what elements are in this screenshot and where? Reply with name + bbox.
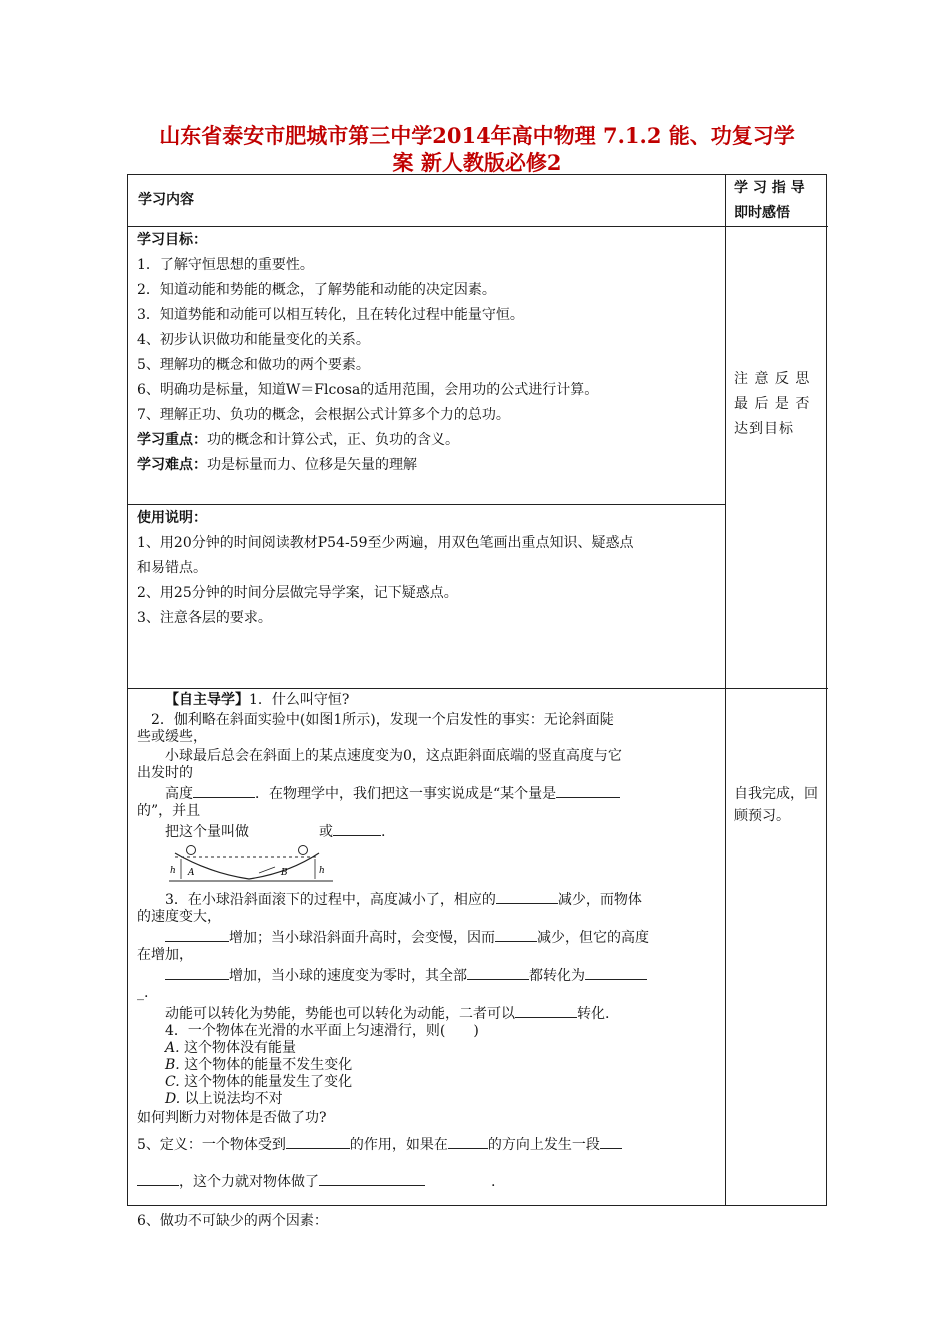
q2-text: ．在物理学中，我们把这一事实说成是“某个量是 xyxy=(255,786,557,802)
key-point-text: 功的概念和计算公式，正、负功的含义。 xyxy=(207,432,459,448)
q2-text: . xyxy=(381,824,386,840)
usage-line: 和易错点。 xyxy=(137,560,207,576)
q2-line xyxy=(137,822,722,841)
option-text: 这个物体的能量不发生变化 xyxy=(184,1057,353,1073)
header-content-label: 学习内容 xyxy=(138,192,194,208)
q2-line: 些或缓些， xyxy=(137,729,207,745)
q5-text: 的方向上发生一段 xyxy=(487,1137,600,1153)
fig-label-b: B xyxy=(281,868,288,878)
q5-text: 的作用，如果在 xyxy=(349,1137,448,1153)
goal-item: 4、初步认识做功和能量变化的关系。 xyxy=(137,332,370,348)
usage-line: 3、注意各层的要求。 xyxy=(137,610,272,626)
q3-line: 的速度变大， xyxy=(137,909,221,925)
q2-text: 或 xyxy=(319,824,333,840)
q3-text: 减少，而物体 xyxy=(557,892,642,908)
goal-item: 6、明确功是标量，知道W＝Flcosa的适用范围，会用功的公式进行计算。 xyxy=(137,382,599,398)
q5-line xyxy=(137,1172,722,1191)
title-line-1: 山东省泰安市肥城市第三中学2014年高中物理 7.1.2 能、功复习学 xyxy=(159,123,795,148)
motion-arrow xyxy=(259,867,275,873)
q2-line: 的”，并且 xyxy=(137,803,201,819)
guided-study xyxy=(137,692,722,1230)
study-table xyxy=(127,174,827,1229)
goal-item: 5、理解功的概念和做功的两个要素。 xyxy=(137,357,370,373)
q2-line xyxy=(137,784,722,803)
option-letter: A. xyxy=(165,1040,180,1056)
q3-line xyxy=(137,1004,722,1023)
answer-blank[interactable] xyxy=(448,1135,488,1149)
q5-text: 5、定义：一个物体受到 xyxy=(137,1137,286,1153)
q3-line: _. xyxy=(137,985,149,1001)
q3-line: 在增加， xyxy=(137,947,193,963)
q5-text: ，这个力就对物体做了 xyxy=(179,1174,319,1190)
answer-blank[interactable] xyxy=(165,928,229,942)
goals-heading: 学习目标： xyxy=(137,232,207,248)
learning-goals xyxy=(137,228,722,478)
option-letter: B. xyxy=(165,1057,180,1073)
q1-text: 1．什么叫守恒? xyxy=(249,692,350,708)
option-letter: C. xyxy=(165,1074,180,1090)
ball-end xyxy=(299,846,308,855)
answer-blank[interactable] xyxy=(600,1135,622,1149)
fig-label-h-left: h xyxy=(170,866,176,876)
q3-text: 增加；当小球沿斜面升高时，会变慢，因而 xyxy=(229,930,495,946)
q3-text: 减少，但它的高度 xyxy=(537,930,649,946)
option-d xyxy=(137,1091,722,1108)
goals-side-note: 注 意 反 思 最 后 是 否 达到目标 xyxy=(734,371,811,437)
answer-blank[interactable] xyxy=(556,784,620,798)
answer-blank[interactable] xyxy=(286,1135,350,1149)
option-letter: D. xyxy=(165,1091,181,1107)
column-divider xyxy=(725,175,726,1205)
incline-figure xyxy=(169,843,722,888)
q5-text: . xyxy=(491,1174,496,1190)
goal-item: 1．了解守恒思想的重要性。 xyxy=(137,257,314,273)
option-text: 这个物体没有能量 xyxy=(184,1040,297,1056)
answer-blank[interactable] xyxy=(137,1172,179,1186)
goal-item: 3．知道势能和动能可以相互转化，且在转化过程中能量守恒。 xyxy=(137,307,524,323)
key-point-label: 学习重点： xyxy=(137,432,207,448)
difficulty-label: 学习难点： xyxy=(137,457,207,473)
q2-line: 小球最后总会在斜面上的某点速度变为0，这点距斜面底端的竖直高度与它 xyxy=(165,748,622,764)
q2-line: 出发时的 xyxy=(137,765,193,781)
option-text: 这个物体的能量发生了变化 xyxy=(184,1074,353,1090)
answer-blank[interactable] xyxy=(319,1172,425,1186)
row-divider-usage xyxy=(128,688,828,689)
guide-side-note: 自我完成，回顾预习。 xyxy=(734,786,818,824)
usage-line: 2、用25分钟的时间分层做完导学案，记下疑惑点。 xyxy=(137,585,458,601)
q2-text: 把这个量叫做 xyxy=(165,824,249,840)
ball-start xyxy=(187,846,196,855)
guide-heading: 【自主导学】 xyxy=(165,692,249,708)
answer-blank[interactable] xyxy=(193,784,255,798)
goal-item: 7、理解正功、负功的概念，会根据公式计算多个力的总功。 xyxy=(137,407,510,423)
q6-line: 6、做功不可缺少的两个因素： xyxy=(137,1213,328,1229)
option-text: 以上说法均不对 xyxy=(184,1091,283,1107)
judge-line: 如何判断力对物体是否做了功? xyxy=(137,1110,327,1126)
title-line-2: 案 新人教版必修2 xyxy=(392,150,562,175)
option-a xyxy=(137,1040,722,1057)
q4-line: 4．一个物体在光滑的水平面上匀速滑行，则( ) xyxy=(165,1023,479,1039)
q3-text: 动能可以转化为势能，势能也可以转化为动能，二者可以 xyxy=(165,1006,515,1022)
q3-line xyxy=(137,890,722,909)
q5-line xyxy=(137,1135,722,1154)
q3-text: 增加，当小球的速度变为零时，其全部 xyxy=(229,968,467,984)
document-title xyxy=(128,122,826,176)
answer-blank[interactable] xyxy=(467,966,529,980)
motion-arrow xyxy=(199,865,215,871)
answer-blank[interactable] xyxy=(515,1004,577,1018)
answer-blank[interactable] xyxy=(165,966,229,980)
option-c xyxy=(137,1074,722,1091)
answer-blank[interactable] xyxy=(333,822,381,836)
answer-blank[interactable] xyxy=(585,966,647,980)
fig-label-h-right: h xyxy=(319,866,325,876)
header-guide-line-1: 学 习 指 导 xyxy=(734,180,805,196)
header-guide-line-2: 即时感悟 xyxy=(734,205,790,221)
q3-text: 转化. xyxy=(577,1006,610,1022)
fig-label-a: A xyxy=(188,868,195,878)
goal-item: 2．知道动能和势能的概念，了解势能和动能的决定因素。 xyxy=(137,282,496,298)
usage-line: 1、用20分钟的时间阅读教材P54-59至少两遍，用双色笔画出重点知识、疑惑点 xyxy=(137,535,634,551)
q3-line xyxy=(137,928,722,947)
usage-heading: 使用说明： xyxy=(137,510,207,526)
q2-text: 高度 xyxy=(165,786,193,802)
header-guide-label xyxy=(734,176,822,226)
answer-blank[interactable] xyxy=(495,928,537,942)
q2-line: 2．伽利略在斜面实验中(如图1所示)，发现一个启发性的事实：无论斜面陡 xyxy=(151,712,614,728)
q3-text: 都转化为 xyxy=(529,968,585,984)
row-divider-header xyxy=(128,226,828,227)
answer-blank[interactable] xyxy=(496,890,558,904)
difficulty-text: 功是标量而力、位移是矢量的理解 xyxy=(207,457,417,473)
key-point xyxy=(137,428,722,453)
difficulty-point xyxy=(137,453,722,478)
q3-text: 3．在小球沿斜面滚下的过程中，高度减小了，相应的 xyxy=(165,892,496,908)
usage-instructions xyxy=(137,506,722,631)
q3-line xyxy=(137,966,722,985)
incline-diagram xyxy=(169,843,333,883)
option-b xyxy=(137,1057,722,1074)
row-divider-goals xyxy=(128,504,725,505)
q1-line xyxy=(137,692,722,709)
